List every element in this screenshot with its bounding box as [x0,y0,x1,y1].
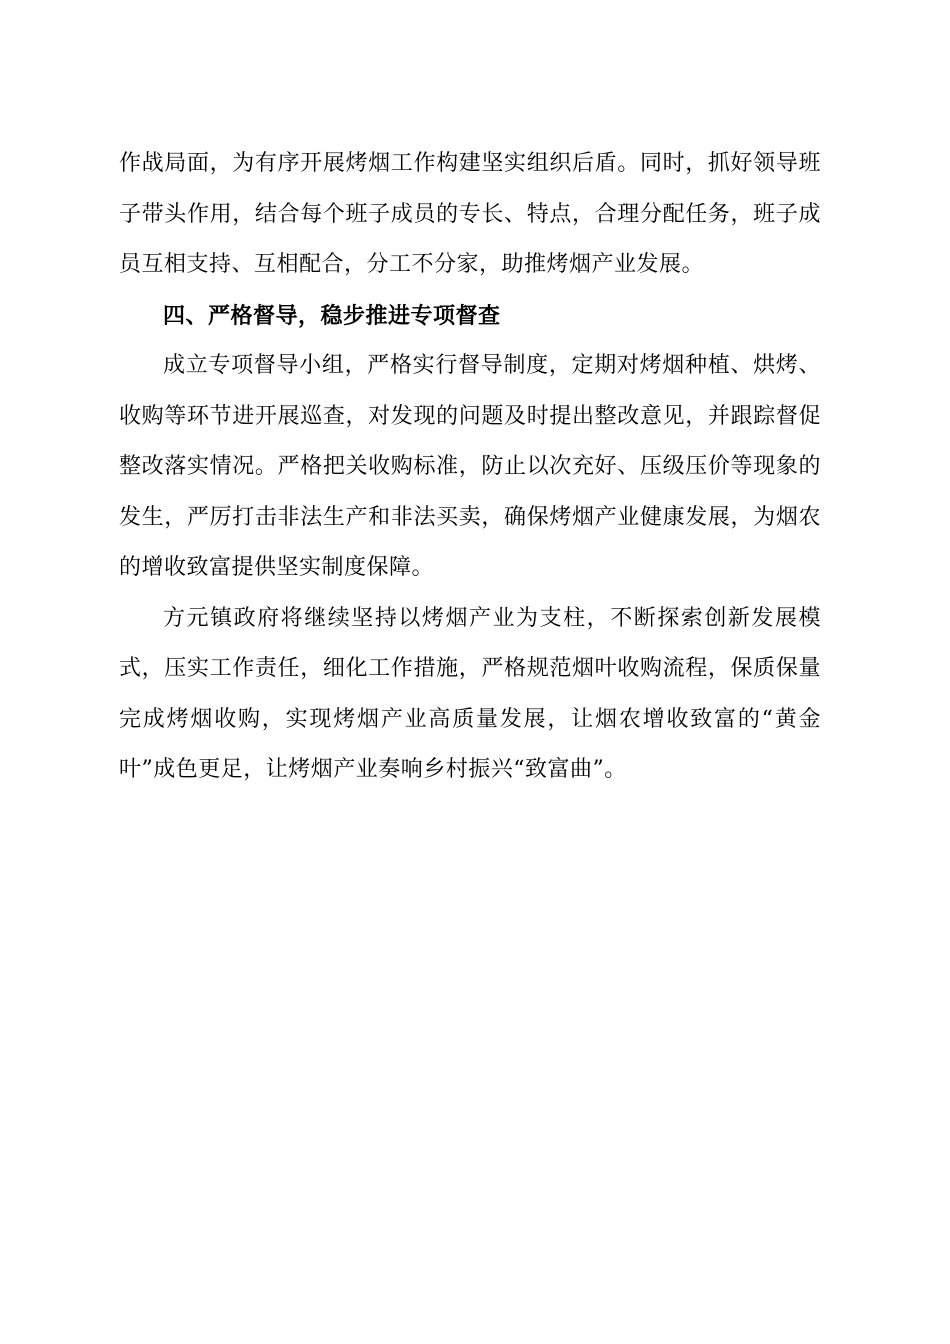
continuation-paragraph: 作战局面，为有序开展烤烟工作构建坚实组织后盾。同时，抓好领导班子带头作用，结合每个班子成员的专长、特点，合理分配任务，班子成员互相支持、互相配合，分工不分家，助推烤烟产业发展。 [119,151,821,277]
supervision-paragraph: 成立专项督导小组，严格实行督导制度，定期对烤烟种植、烘烤、收购等环节进开展巡查，对发现的问题及时提出整改意见，并跟踪督促整改落实情况。严格把关收购标准，防止以次充好、压级压价等现象的发生，严厉打击非法生产和非法买卖，确保烤烟产业健康发展，为烟农的增收致富提供坚实制度保障。 [119,353,821,580]
conclusion-paragraph: 方元镇政府将继续坚持以烤烟产业为支柱，不断探索创新发展模式，压实工作责任，细化工作措施，严格规范烟叶收购流程，保质保量完成烤烟收购，实现烤烟产业高质量发展，让烟农增收致富的“黄金叶”成色更足，让烤烟产业奏响乡村振兴“致富曲”。 [119,605,821,782]
document-body [119,139,821,796]
section-heading: 四、严格督导，稳步推进专项督查 [163,302,501,329]
